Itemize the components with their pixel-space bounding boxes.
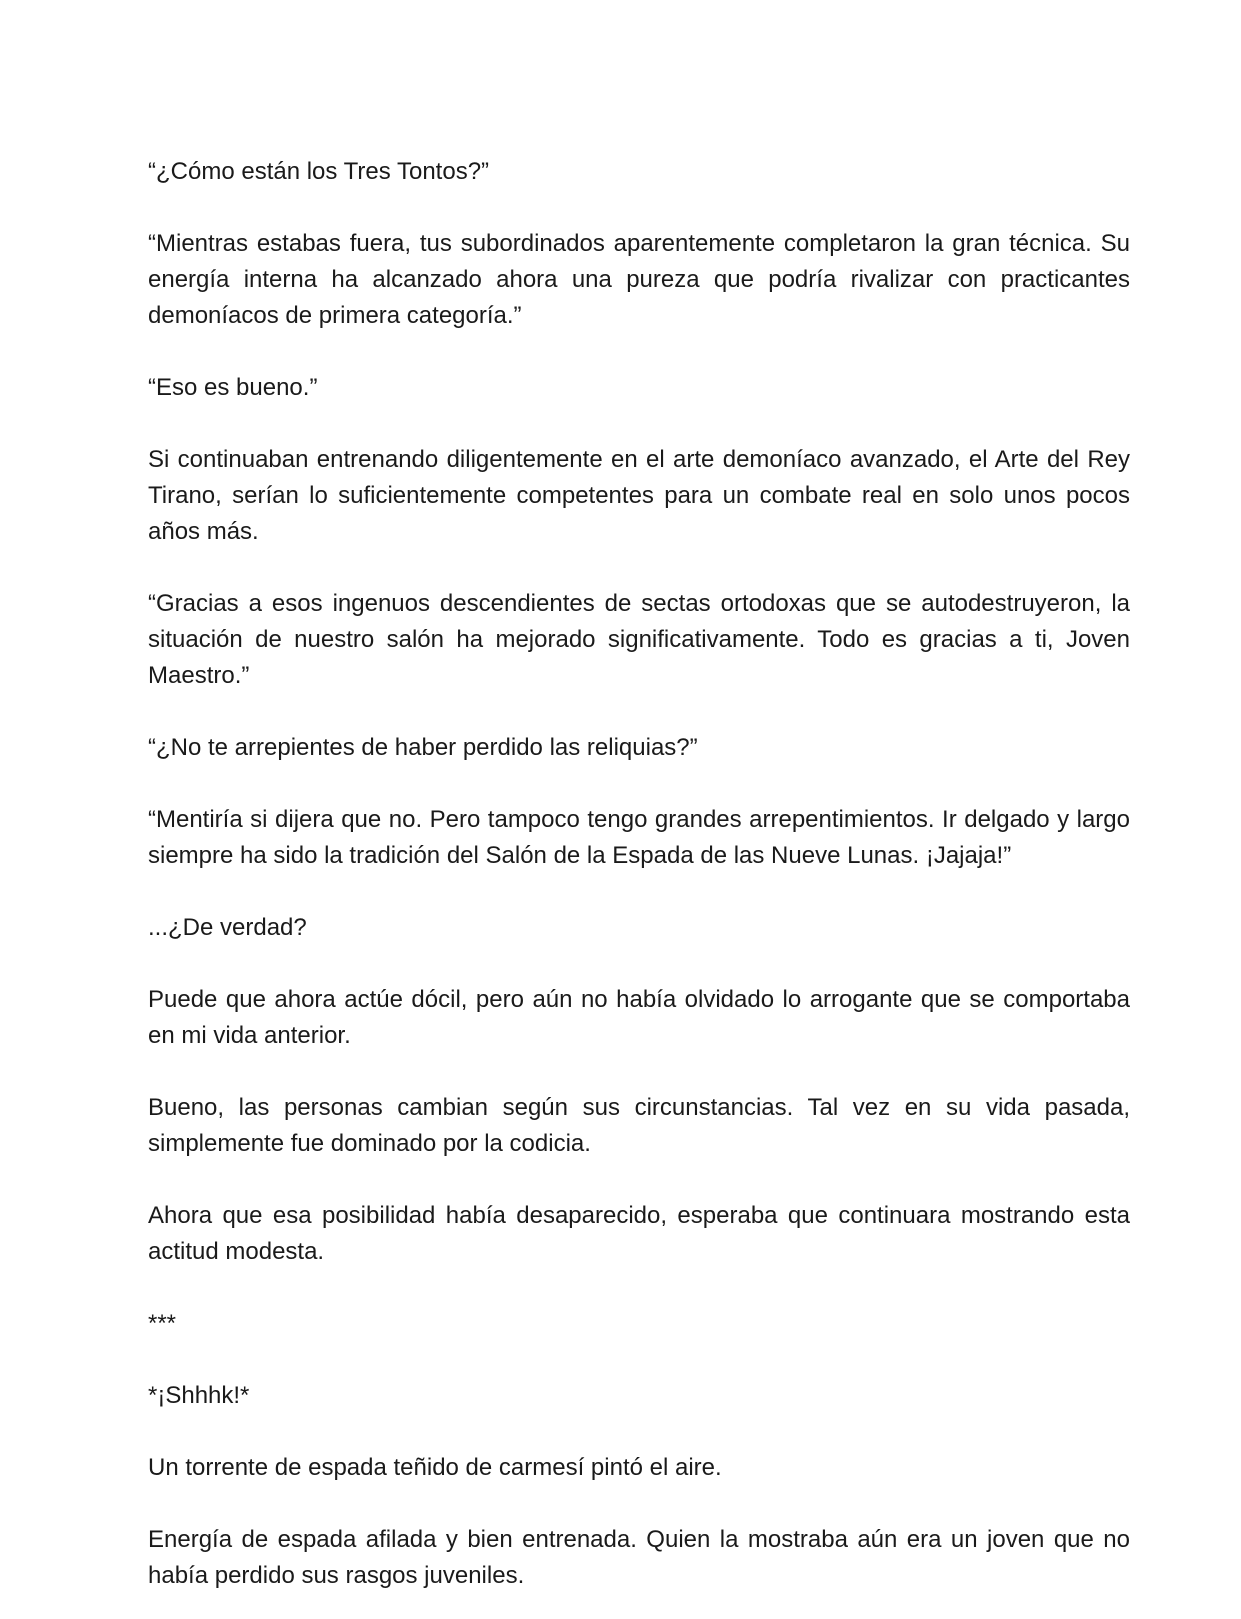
document-page bbox=[148, 154, 1130, 1594]
paragraph: Si continuaban entrenando diligentemente en el arte demoníaco avanzado, el Arte del Rey Tirano, serían lo suficientemente competentes para un combate real en solo unos pocos años más. bbox=[148, 446, 1130, 545]
paragraph: Energía de espada afilada y bien entrenada. Quien la mostraba aún era un joven que no había perdido sus rasgos juveniles. bbox=[148, 1526, 1130, 1589]
scene-break: *** bbox=[148, 1310, 177, 1337]
paragraph: “Eso es bueno.” bbox=[148, 374, 318, 401]
paragraph: Un torrente de espada teñido de carmesí pintó el aire. bbox=[148, 1454, 722, 1481]
paragraph: “Mientras estabas fuera, tus subordinados aparentemente completaron la gran técnica. Su energía interna ha alcanzado ahora una pureza que podría rivalizar con practicantes demoníacos de primera categoría.” bbox=[148, 230, 1130, 329]
paragraph: “¿No te arrepientes de haber perdido las reliquias?” bbox=[148, 734, 698, 761]
paragraph: “Gracias a esos ingenuos descendientes de sectas ortodoxas que se autodestruyeron, la situación de nuestro salón ha mejorado significativamente. Todo es gracias a ti, Joven Maestro.” bbox=[148, 590, 1130, 689]
paragraph: “Mentiría si dijera que no. Pero tampoco tengo grandes arrepentimientos. Ir delgado y largo siempre ha sido la tradición del Salón de la Espada de las Nueve Lunas. ¡Jajaja!” bbox=[148, 806, 1130, 869]
paragraph: Ahora que esa posibilidad había desaparecido, esperaba que continuara mostrando esta actitud modesta. bbox=[148, 1202, 1130, 1265]
paragraph: “¿Cómo están los Tres Tontos?” bbox=[148, 158, 490, 185]
paragraph: ...¿De verdad? bbox=[148, 914, 307, 941]
paragraph: Puede que ahora actúe dócil, pero aún no había olvidado lo arrogante que se comportaba en mi vida anterior. bbox=[148, 986, 1130, 1049]
paragraph: Bueno, las personas cambian según sus circunstancias. Tal vez en su vida pasada, simplemente fue dominado por la codicia. bbox=[148, 1094, 1130, 1157]
sound-effect: *¡Shhhk!* bbox=[148, 1382, 250, 1409]
